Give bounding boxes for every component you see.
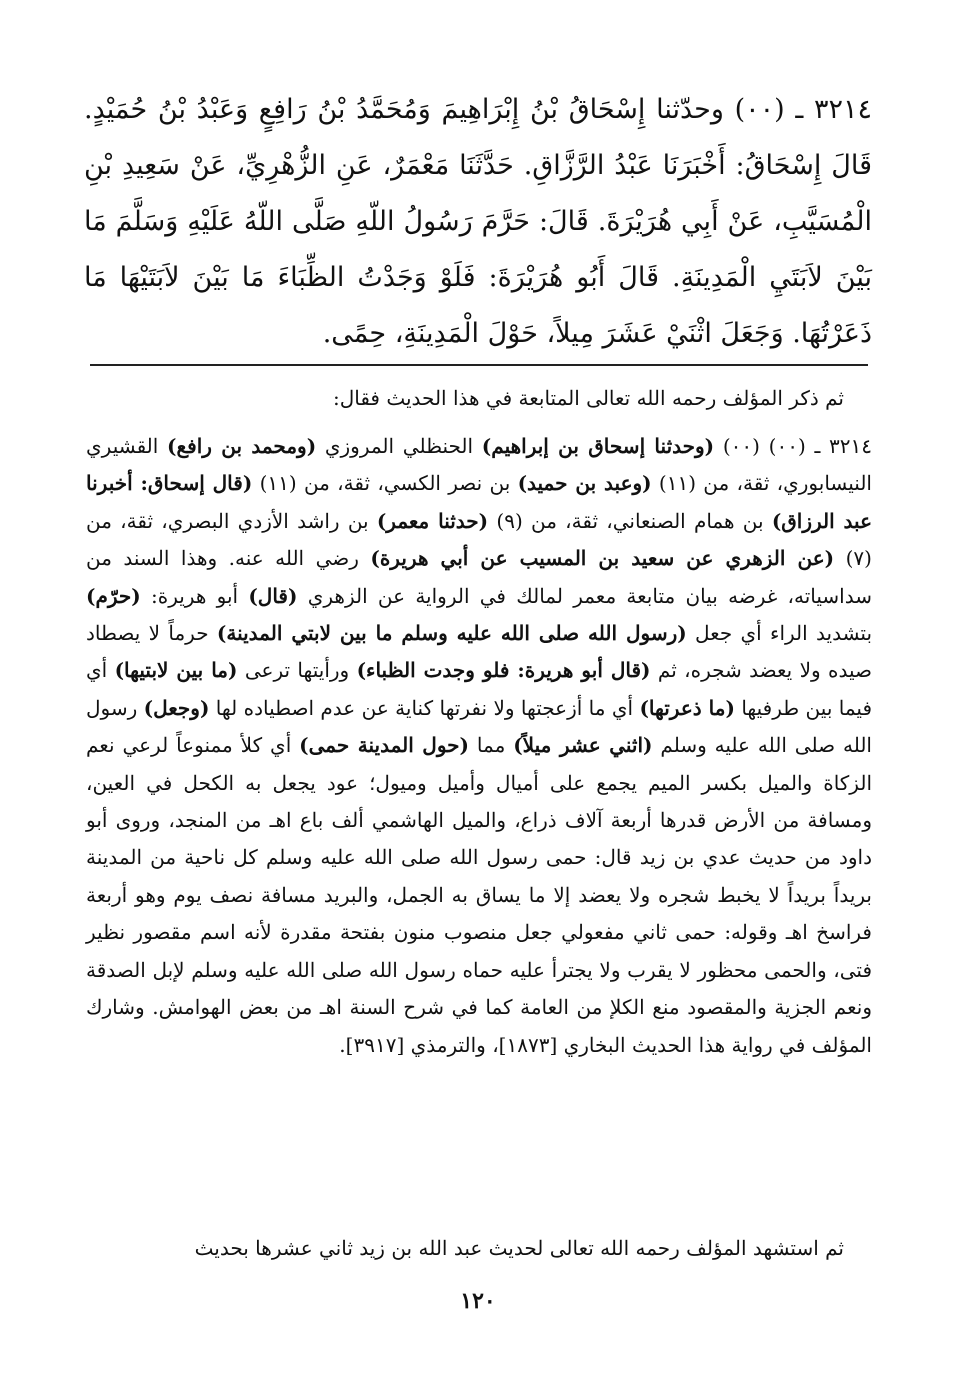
quoted-matn: (قال أبو هريرة: فلو وجدت الظباء)	[356, 658, 651, 683]
commentary-segment: بن همام الصنعاني، ثقة، من (٩)	[488, 508, 772, 533]
quoted-matn: (ومحمد بن رافع)	[167, 434, 317, 458]
commentary-segment: حرماً لا يصطاد صيده ولا يعضد شجره، ثم	[86, 621, 872, 683]
quoted-matn: (وجعل)	[143, 695, 210, 720]
quoted-matn: (وعبد بن حميد)	[517, 471, 652, 496]
quoted-matn: (قال)	[248, 583, 298, 608]
quoted-matn: (رسول الله صلى الله عليه وسلم ما بين لابتي المدينة)	[216, 621, 687, 646]
quoted-matn: (حدثنا معمر)	[376, 508, 489, 533]
quoted-matn: (قال إسحاق: أخبرنا عبد الرزاق)	[86, 471, 873, 533]
quoted-matn: (اثني عشر ميلاً)	[513, 733, 653, 758]
commentary-segment: رضي الله عنه. وهذا السند من سداسياته، غرضه بيان متابعة معمر لمالك في الرواية عن الزهري	[86, 546, 872, 608]
quoted-matn: (حرّم)	[86, 583, 141, 608]
page-number: ١٢٠	[460, 1288, 496, 1314]
hadith-text: ٣٢١٤ ـ (٠٠) وحدّثنا إِسْحَاقُ بْنُ إِبْرَاهِيمَ وَمُحَمَّدُ بْنُ رَافِعٍ وَعَبْدُ بْنُ حُمَيْدٍ. قَالَ إِسْحَاقُ: أَخْبَرَنَا عَبْدُ الرَّزَّاقِ. حَدَّثَنَا مَعْمَرٌ، عَنِ الزُّهْرِيِّ، عَنْ سَعِيدِ بْنِ الْمُسَيَّبِ، عَنْ أَبِي هُرَيْرَةَ. قَالَ: حَرَّمَ رَسُولُ اللّهِ صَلَّى اللّهُ عَلَيْهِ وَسَلَّمَ مَا بَيْنَ لاَبَتَيِ الْمَدِينَةِ. قَالَ أَبُو هُرَيْرَةَ: فَلَوْ وَجَدْتُ الظِّبَاءَ مَا بَيْنَ لاَبَتَيْهَا مَا ذَعَرْتُهَا. وَجَعَلَ اثْنَيْ عَشَرَ مِيلاً، حَوْلَ الْمَدِينَةِ، حِمًى.	[84, 94, 872, 349]
commentary-segment: أبو هريرة:	[140, 583, 249, 608]
commentary-segment: أي فيما بين طرفيها	[86, 658, 873, 720]
commentary-segment: أي كلأ ممنوعاً لرعي نعم الزكاة والميل بكسر الميم يجمع على أميال وأميل وميول؛ عود يجعل به الكحل في العين، ومسافة من الأرض قدرها أربعة آلاف ذراع، والميل الهاشمي ألف باع اهـ من المنجد، وروى أبو داود من حديث عدي بن زيد قال: حمى رسول الله صلى الله عليه وسلم كل ناحية من المدينة بريداً بريداً لا يخبط شجره ولا يعضد إلا ما يساق به الجمل، والبريد مسافة نصف يوم وهو أربعة فراسخ اهـ وقوله: حمى ثاني مفعولي جعل منصوب منون بفتحة مقدرة لأنه اسم مقصور نظير فتى، والحمى محظور لا يقرب ولا يجترأ عليه حماه رسول الله صلى الله عليه وسلم لإبل الصدقة ونعم الجزية والمقصود منع الكلإ من العامة كما في شرح السنة اهـ من بعض الهوامش. وشارك المؤلف في رواية هذا الحديث البخاري [١٨٧٣]، والترمذي [٣٩١٧].	[86, 733, 872, 1057]
quoted-matn: (حول المدينة حمى)	[299, 733, 469, 758]
quoted-matn: (ما بين لابتيها)	[114, 658, 238, 683]
commentary-segment: ٣٢١٤ ـ (٠٠) (٠٠)	[714, 434, 872, 458]
quoted-matn: (ما ذعرتها)	[639, 695, 735, 720]
commentary-text	[86, 428, 872, 1064]
commentary-segment: القشيري النيسابوري، ثقة، من (١١)	[86, 434, 872, 496]
commentary-segment: بن راشد الأزدي البصري، ثقة، من (٧)	[86, 508, 872, 571]
commentary-segment: مما	[469, 733, 514, 758]
closing-line: ثم استشهد المؤلف رحمه الله تعالى لحديث عبد الله بن زيد ثاني عشرها بحديث	[194, 1236, 844, 1260]
commentary-segment: رسول الله صلى الله عليه وسلم	[86, 695, 872, 758]
commentary-segment: الحنظلي المروزي	[316, 434, 482, 458]
section-divider	[90, 364, 868, 366]
commentary-segment: بتشديد الراء أي جعل	[686, 621, 873, 646]
commentary-segment: ورأيتها ترعى	[237, 658, 357, 683]
quoted-matn: (عن الزهري عن سعيد بن المسيب عن أبي هريرة)	[370, 546, 835, 571]
commentary-segment: أي ما أزعجتها ولا نفرتها كناية عن عدم اصطياده لها	[209, 695, 640, 720]
quoted-matn: (وحدثنا إسحاق بن إبراهيم)	[481, 434, 715, 458]
commentary-intro: ثم ذكر المؤلف رحمه الله تعالى المتابعة في هذا الحديث فقال:	[332, 386, 844, 410]
commentary-segment: بن نصر الكسي، ثقة، من (١١)	[252, 471, 518, 496]
